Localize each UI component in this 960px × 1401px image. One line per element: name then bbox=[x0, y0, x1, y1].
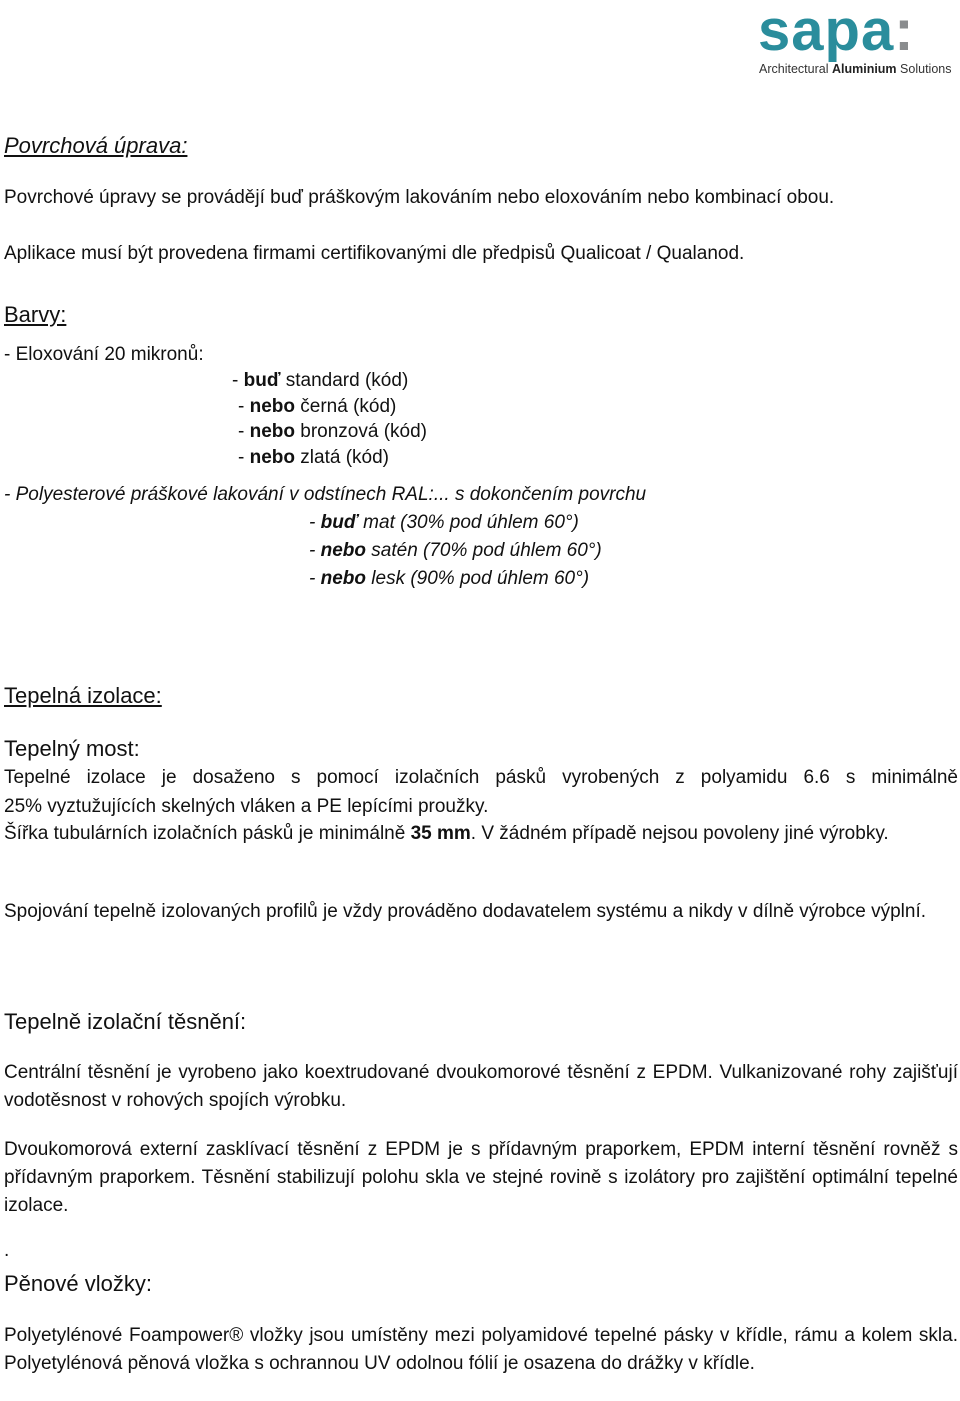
option-text: lesk (90% pod úhlem 60°) bbox=[366, 568, 590, 589]
anodize-label: - Eloxování 20 mikronů: bbox=[4, 344, 204, 365]
option-prefix: - bbox=[309, 568, 321, 589]
powder-option bbox=[309, 568, 589, 590]
option-text: zlatá (kód) bbox=[295, 447, 389, 468]
option-bold: nebo bbox=[249, 396, 295, 417]
option-text: černá (kód) bbox=[295, 396, 397, 417]
logo-tagline-part2: Solutions bbox=[900, 62, 952, 76]
seals-paragraph-2: Dvoukomorová externí zasklívací těsnění z EPDM je s přídavným praporkem, EPDM interní těsnění rovněž s přídavným praporkem. Těsnění stabilizují polohu skla ve stejné rovině s izolátory pro zajištění optimální tepelné izolace. bbox=[4, 1139, 958, 1216]
seals-heading: Tepelně izolační těsnění: bbox=[4, 1009, 247, 1034]
thermal-paragraph-2-bold: 35 mm bbox=[410, 823, 471, 844]
option-prefix: - bbox=[232, 370, 244, 391]
option-bold: buď bbox=[243, 370, 281, 391]
powder-label: - Polyesterové práškové lakování v odstínech RAL:... s dokončením povrchu bbox=[4, 484, 647, 505]
option-bold: nebo bbox=[320, 568, 366, 589]
option-prefix: - bbox=[309, 540, 321, 561]
thermal-paragraph-1-line1: Tepelné izolace je dosaženo s pomocí izolačních pásků vyrobených z polyamidu 6.6 s minimálně bbox=[4, 767, 958, 788]
option-bold: nebo bbox=[320, 540, 366, 561]
logo-tagline bbox=[759, 62, 951, 76]
thermal-paragraph-1 bbox=[4, 764, 958, 792]
anodize-option bbox=[232, 370, 408, 392]
logo-colon: : bbox=[894, 0, 915, 63]
foam-heading: Pěnové vložky: bbox=[4, 1271, 152, 1296]
option-text: standard (kód) bbox=[280, 370, 409, 391]
logo-wordmark: sapa bbox=[758, 0, 895, 63]
thermal-bridge-subheading: Tepelný most: bbox=[4, 736, 140, 761]
powder-option bbox=[309, 540, 602, 562]
thermal-heading: Tepelná izolace: bbox=[4, 683, 162, 708]
option-prefix: - bbox=[238, 447, 250, 468]
stray-dot: . bbox=[4, 1240, 10, 1261]
option-bold: nebo bbox=[249, 421, 295, 442]
logo-tagline-bold: Aluminium bbox=[831, 62, 897, 76]
powder-option bbox=[309, 512, 579, 534]
anodize-option bbox=[238, 447, 389, 469]
logo-tagline-part1: Architectural bbox=[759, 62, 829, 76]
foam-paragraph-1: Polyetylénové Foampower® vložky jsou umístěny mezi polyamidové tepelné pásky v křídle, rámu a kolem skla. Polyetylénová pěnová vložka s ochrannou UV odolnou fólií je osazena do drážky v křídle. bbox=[4, 1325, 958, 1374]
anodize-option bbox=[238, 396, 396, 418]
surface-paragraph-1: Povrchové úpravy se provádějí buď práškovým lakováním nebo eloxováním nebo kombinací obou. bbox=[4, 187, 835, 208]
option-prefix: - bbox=[309, 512, 321, 533]
option-text: satén (70% pod úhlem 60°) bbox=[366, 540, 602, 561]
option-text: mat (30% pod úhlem 60°) bbox=[357, 512, 579, 533]
option-bold: buď bbox=[320, 512, 358, 533]
thermal-paragraph-2 bbox=[4, 820, 958, 848]
colors-heading: Barvy: bbox=[4, 302, 67, 327]
option-prefix: - bbox=[238, 421, 250, 442]
option-text: bronzová (kód) bbox=[295, 421, 428, 442]
thermal-paragraph-1-line2: 25% vyztužujících skelných vláken a PE lepícími proužky. bbox=[4, 796, 489, 817]
surface-paragraph-2: Aplikace musí být provedena firmami certifikovanými dle předpisů Qualicoat / Qualanod. bbox=[4, 243, 745, 264]
surface-heading: Povrchová úprava: bbox=[4, 133, 188, 158]
company-logo bbox=[758, 0, 915, 63]
thermal-paragraph-2-start: Šířka tubulárních izolačních pásků je minimálně bbox=[4, 823, 411, 844]
option-bold: nebo bbox=[249, 447, 295, 468]
thermal-paragraph-3: Spojování tepelně izolovaných profilů je vždy prováděno dodavatelem systému a nikdy v dílně výrobce výplní. bbox=[4, 901, 927, 922]
seals-paragraph-1: Centrální těsnění je vyrobeno jako koextrudované dvoukomorové těsnění z EPDM. Vulkanizované rohy zajišťují vodotěsnost v rohových spojích výrobku. bbox=[4, 1062, 958, 1111]
anodize-option bbox=[238, 421, 427, 443]
option-prefix: - bbox=[238, 396, 250, 417]
thermal-paragraph-2-end: . V žádném případě nejsou povoleny jiné výrobky. bbox=[470, 823, 889, 844]
